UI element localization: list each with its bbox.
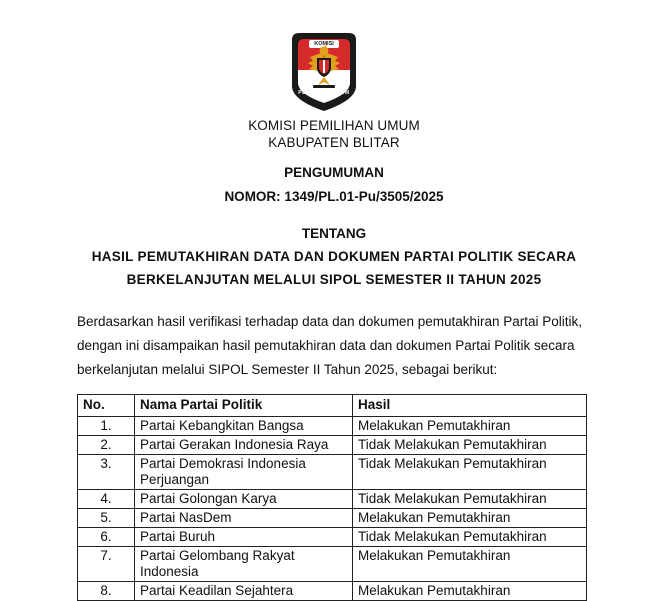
party-name: Partai Golongan Karya — [140, 491, 277, 506]
row-no: 6. — [78, 528, 135, 547]
row-party — [135, 582, 353, 601]
row-result: Tidak Melakukan Pemutakhiran — [353, 455, 587, 490]
row-no: 1. — [78, 417, 135, 436]
party-name: Partai Buruh — [140, 529, 216, 544]
org-region: KABUPATEN BLITAR — [268, 135, 400, 150]
row-no: 2. — [78, 436, 135, 455]
table-row — [78, 490, 587, 509]
row-party — [135, 455, 353, 490]
org-name: KOMISI PEMILIHAN UMUM — [248, 118, 420, 133]
table-row — [78, 436, 587, 455]
party-name: Partai Gerakan Indonesia Raya — [140, 437, 329, 452]
table-row — [78, 417, 587, 436]
col-header-no: No. — [78, 395, 135, 417]
row-result: Melakukan Pemutakhiran — [353, 547, 587, 582]
row-party — [135, 417, 353, 436]
party-name-cont: Indonesia — [140, 564, 199, 579]
col-header-nama: Nama Partai Politik — [135, 395, 353, 417]
row-result: Tidak Melakukan Pemutakhiran — [353, 490, 587, 509]
table-row — [78, 509, 587, 528]
logo-bottom-text: PEMILIHAN UMUM — [298, 90, 350, 96]
party-results-table — [77, 394, 587, 601]
row-result: Tidak Melakukan Pemutakhiran — [353, 436, 587, 455]
table-row — [78, 582, 587, 601]
kpu-logo — [289, 30, 359, 114]
announcement-title: PENGUMUMAN — [284, 165, 384, 180]
row-result: Melakukan Pemutakhiran — [353, 509, 587, 528]
col-header-hasil: Hasil — [353, 395, 587, 417]
table-row — [78, 455, 587, 490]
row-party — [135, 547, 353, 582]
row-no: 5. — [78, 509, 135, 528]
row-party — [135, 509, 353, 528]
party-name: Partai NasDem — [140, 510, 232, 525]
row-party — [135, 528, 353, 547]
row-no: 4. — [78, 490, 135, 509]
table-header-row — [78, 395, 587, 417]
row-party — [135, 436, 353, 455]
announcement-number: NOMOR: 1349/PL.01-Pu/3505/2025 — [224, 189, 444, 204]
row-party — [135, 490, 353, 509]
row-result: Melakukan Pemutakhiran — [353, 417, 587, 436]
party-name: Partai Demokrasi Indonesia — [140, 456, 306, 471]
body-line-3: berkelanjutan melalui SIPOL Semester II Tahun 2025, sebagai berikut: — [77, 362, 498, 377]
announcement-subject-line1: HASIL PEMUTAKHIRAN DATA DAN DOKUMEN PARTAI POLITIK SECARA — [91, 249, 577, 264]
party-name: Partai Kebangkitan Bangsa — [140, 418, 304, 433]
row-no: 8. — [78, 582, 135, 601]
table-row — [78, 547, 587, 582]
body-line-1: Berdasarkan hasil verifikasi terhadap data dan dokumen pemutakhiran Partai Politik, — [77, 314, 583, 329]
logo-top-text: KOMISI — [314, 41, 334, 47]
row-result: Tidak Melakukan Pemutakhiran — [353, 528, 587, 547]
party-name: Partai Gelombang Rakyat — [140, 548, 295, 563]
row-result: Melakukan Pemutakhiran — [353, 582, 587, 601]
party-name-cont: Perjuangan — [140, 472, 210, 487]
body-line-2: dengan ini disampaikan hasil pemutakhiran data dan dokumen Partai Politik secara — [77, 338, 575, 353]
table-row — [78, 528, 587, 547]
row-no: 7. — [78, 547, 135, 582]
announcement-subject-line2: BERKELANJUTAN MELALUI SIPOL SEMESTER II TAHUN 2025 — [126, 272, 542, 287]
announcement-about: TENTANG — [301, 226, 367, 241]
party-name: Partai Keadilan Sejahtera — [140, 583, 294, 598]
row-no: 3. — [78, 455, 135, 490]
